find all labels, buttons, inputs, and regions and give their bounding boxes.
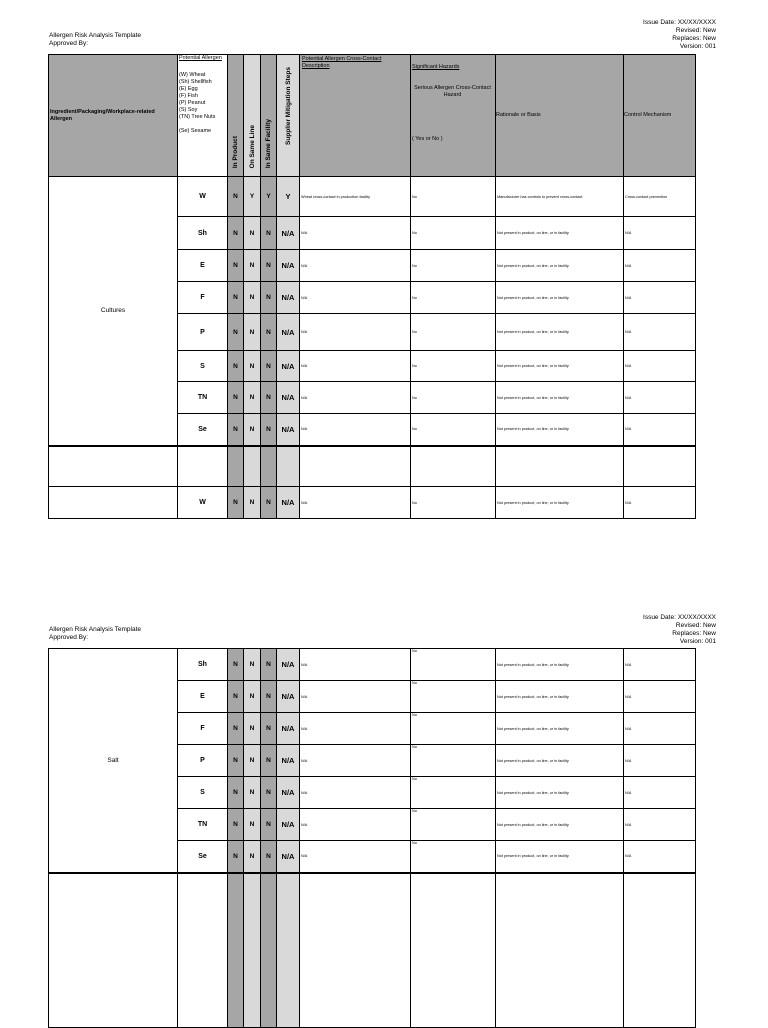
same-facility-value: N — [261, 809, 277, 841]
same-line-value: N — [244, 745, 261, 777]
allergen-code: S — [178, 351, 228, 382]
same-line-value: N — [244, 217, 261, 250]
in-product-value: N — [228, 713, 244, 745]
cross-contact-description: N/A — [300, 414, 411, 446]
cross-contact-description: N/A — [300, 809, 411, 841]
in-product-value: N — [228, 681, 244, 713]
page2-revision-block — [643, 614, 716, 646]
potential-allergen-title: Potential Allergen — [179, 55, 222, 61]
same-line-value: N — [244, 250, 261, 282]
page1-version: Version: 001 — [679, 43, 716, 50]
mitigation-value: N/A — [277, 487, 300, 519]
same-facility-value: N — [261, 745, 277, 777]
allergen-code: E — [178, 250, 228, 282]
cross-contact-description: Wheat cross-contact in production facility — [300, 177, 411, 217]
same-line-value: N — [244, 809, 261, 841]
page1-revised: Revised: New — [675, 27, 716, 34]
control-value: N/A — [624, 414, 696, 446]
header-ingredient: Ingredient/Packaging/Workplace-related Allergen — [49, 55, 178, 177]
in-product-value: N — [228, 177, 244, 217]
in-product-value: N — [228, 282, 244, 314]
page2-replaces: Replaces: New — [672, 630, 716, 637]
allergen-legend-sesame: (Se) Sesame — [179, 128, 212, 134]
rationale-value: Not present in product, on line, or in facility — [496, 713, 624, 745]
mitigation-value: N/A — [277, 809, 300, 841]
cross-contact-description: N/A — [300, 841, 411, 873]
mitigation-value: N/A — [277, 745, 300, 777]
same-facility-value: N — [261, 777, 277, 809]
mitigation-value: N/A — [277, 282, 300, 314]
header-supplier-mitigation: Supplier Mitigation Steps — [277, 55, 300, 177]
mitigation-value: N/A — [277, 414, 300, 446]
allergen-legend-item: (Sh) Shellfish — [179, 79, 212, 85]
same-facility-value: N — [261, 649, 277, 681]
table-row — [49, 487, 696, 519]
in-product-value: N — [228, 250, 244, 282]
allergen-code: S — [178, 777, 228, 809]
mitigation-value: N/A — [277, 649, 300, 681]
allergen-table-page1 — [48, 54, 696, 519]
hazard-value: No — [411, 382, 496, 414]
hazard-value: No — [411, 487, 496, 519]
hazard-value: No — [411, 809, 496, 841]
hazard-value: No — [411, 314, 496, 351]
page2-version: Version: 001 — [679, 638, 716, 645]
table-header-row — [49, 55, 696, 177]
control-value: Cross-contact prevention — [624, 177, 696, 217]
in-product-value: N — [228, 745, 244, 777]
control-value: N/A — [624, 745, 696, 777]
hazard-value: No — [411, 713, 496, 745]
header-on-same-line: On Same Line — [244, 55, 261, 177]
same-line-value: N — [244, 382, 261, 414]
mitigation-value: N/A — [277, 713, 300, 745]
cross-contact-description: N/A — [300, 250, 411, 282]
same-facility-value: N — [261, 282, 277, 314]
allergen-legend-item: (TN) Tree Nuts — [179, 114, 216, 120]
hazard-value: No — [411, 681, 496, 713]
ingredient-name: Salt — [49, 649, 178, 873]
in-product-value: N — [228, 351, 244, 382]
same-facility-value: N — [261, 487, 277, 519]
control-value: N/A — [624, 681, 696, 713]
control-value: N/A — [624, 649, 696, 681]
mitigation-value: N/A — [277, 841, 300, 873]
in-product-value: N — [228, 414, 244, 446]
mitigation-value: N/A — [277, 250, 300, 282]
allergen-code: P — [178, 745, 228, 777]
in-product-value: N — [228, 314, 244, 351]
allergen-code: Sh — [178, 217, 228, 250]
hazard-value: No — [411, 177, 496, 217]
control-value: N/A — [624, 382, 696, 414]
same-line-value: N — [244, 777, 261, 809]
rationale-value: Not present in product, on line, or in facility — [496, 382, 624, 414]
mitigation-value: N/A — [277, 382, 300, 414]
allergen-code: F — [178, 713, 228, 745]
rationale-value: Not present in product, on line, or in facility — [496, 314, 624, 351]
cross-contact-description: N/A — [300, 382, 411, 414]
cross-contact-description: N/A — [300, 713, 411, 745]
page2-title-block — [49, 626, 141, 642]
mitigation-value: Y — [277, 177, 300, 217]
cross-contact-description: N/A — [300, 351, 411, 382]
header-potential-allergen — [178, 55, 228, 177]
same-line-value: N — [244, 649, 261, 681]
rationale-value: Not present in product, on line, or in facility — [496, 777, 624, 809]
in-product-value: N — [228, 841, 244, 873]
same-facility-value: N — [261, 414, 277, 446]
same-facility-value: N — [261, 681, 277, 713]
ingredient-name-empty — [49, 487, 178, 519]
same-facility-value: N — [261, 841, 277, 873]
cross-contact-description: N/A — [300, 681, 411, 713]
allergen-code: W — [178, 487, 228, 519]
salt-section — [49, 649, 696, 873]
in-product-value: N — [228, 809, 244, 841]
table-row — [49, 649, 696, 681]
control-value: N/A — [624, 250, 696, 282]
allergen-legend-item: (P) Peanut — [179, 100, 206, 106]
same-line-value: N — [244, 282, 261, 314]
rationale-value: Not present in product, on line, or in facility — [496, 809, 624, 841]
in-product-value: N — [228, 217, 244, 250]
salt-wheat-row-section — [49, 487, 696, 519]
cultures-section — [49, 177, 696, 446]
allergen-code: F — [178, 282, 228, 314]
in-product-value: N — [228, 382, 244, 414]
hazard-value: No — [411, 250, 496, 282]
rationale-value: Manufacturer has controls to prevent cross-contact — [496, 177, 624, 217]
mitigation-value: N/A — [277, 777, 300, 809]
table-row — [49, 177, 696, 217]
rationale-value: Not present in product, on line, or in facility — [496, 681, 624, 713]
in-product-value: N — [228, 777, 244, 809]
page1-revision-block — [643, 19, 716, 51]
rationale-value: Not present in product, on line, or in facility — [496, 649, 624, 681]
mitigation-value: N/A — [277, 314, 300, 351]
allergen-code: Sh — [178, 649, 228, 681]
allergen-table-page2 — [48, 648, 696, 1028]
rationale-value: Not present in product, on line, or in facility — [496, 250, 624, 282]
control-value: N/A — [624, 282, 696, 314]
page2-title: Allergen Risk Analysis Template — [49, 626, 142, 633]
rationale-value: Not present in product, on line, or in facility — [496, 745, 624, 777]
same-line-value: N — [244, 314, 261, 351]
control-value: N/A — [624, 809, 696, 841]
rationale-value: Not present in product, on line, or in facility — [496, 282, 624, 314]
header-control-mechanism: Control Mechanism — [624, 55, 696, 177]
allergen-code: TN — [178, 382, 228, 414]
header-cross-contact-description: Potential Allergen Cross-Contact Description — [300, 55, 411, 177]
cross-contact-description: N/A — [300, 649, 411, 681]
same-line-value: N — [244, 841, 261, 873]
hazard-value: No — [411, 649, 496, 681]
same-facility-value: N — [261, 250, 277, 282]
allergen-code: W — [178, 177, 228, 217]
cross-contact-description: N/A — [300, 314, 411, 351]
mitigation-value: N/A — [277, 217, 300, 250]
rationale-value: Not present in product, on line, or in facility — [496, 414, 624, 446]
cross-contact-description: N/A — [300, 487, 411, 519]
cross-contact-description: N/A — [300, 282, 411, 314]
same-line-value: N — [244, 713, 261, 745]
allergen-legend-item: (E) Egg — [179, 86, 198, 92]
hazard-value: No — [411, 217, 496, 250]
blank-row — [49, 446, 696, 487]
control-value: N/A — [624, 351, 696, 382]
in-product-value: N — [228, 649, 244, 681]
hazard-value: No — [411, 414, 496, 446]
cross-contact-description: N/A — [300, 745, 411, 777]
allergen-legend-item: (W) Wheat — [179, 72, 206, 78]
same-line-value: N — [244, 681, 261, 713]
page1-title-block — [49, 32, 141, 48]
allergen-code: TN — [178, 809, 228, 841]
allergen-code: E — [178, 681, 228, 713]
cross-contact-description: N/A — [300, 217, 411, 250]
mitigation-value: N/A — [277, 351, 300, 382]
header-in-product: In Product — [228, 55, 244, 177]
header-significant-hazards: Significant Hazards Serious Allergen Cross-Contact Hazard ( Yes or No ) — [411, 55, 496, 177]
allergen-legend — [179, 70, 227, 121]
page1-title: Allergen Risk Analysis Template — [49, 32, 142, 39]
same-facility-value: N — [261, 314, 277, 351]
control-value: N/A — [624, 487, 696, 519]
same-facility-value: N — [261, 713, 277, 745]
header-rationale: Rationale or Basis — [496, 55, 624, 177]
cross-contact-description: N/A — [300, 777, 411, 809]
page1-approved-by: Approved By: — [49, 40, 89, 47]
same-facility-value: N — [261, 217, 277, 250]
same-line-value: N — [244, 487, 261, 519]
page1-replaces: Replaces: New — [672, 35, 716, 42]
same-facility-value: N — [261, 382, 277, 414]
allergen-code: Se — [178, 841, 228, 873]
page2-revised: Revised: New — [675, 622, 716, 629]
allergen-code: P — [178, 314, 228, 351]
hazard-value: No — [411, 745, 496, 777]
header-in-same-facility: In Same Facility — [261, 55, 277, 177]
hazard-value: No — [411, 841, 496, 873]
control-value: N/A — [624, 314, 696, 351]
control-value: N/A — [624, 217, 696, 250]
rationale-value: Not present in product, on line, or in facility — [496, 487, 624, 519]
allergen-legend-item: (F) Fish — [179, 93, 198, 99]
in-product-value: N — [228, 487, 244, 519]
hazard-value: No — [411, 351, 496, 382]
rationale-value: Not present in product, on line, or in facility — [496, 351, 624, 382]
control-value: N/A — [624, 841, 696, 873]
hazard-value: No — [411, 777, 496, 809]
same-facility-value: Y — [261, 177, 277, 217]
rationale-value: Not present in product, on line, or in facility — [496, 217, 624, 250]
ingredient-name: Cultures — [49, 177, 178, 446]
same-line-value: N — [244, 351, 261, 382]
page2-issue-date: Issue Date: XX/XX/XXXX — [643, 614, 716, 621]
same-line-value: N — [244, 414, 261, 446]
control-value: N/A — [624, 777, 696, 809]
page2-approved-by: Approved By: — [49, 634, 89, 641]
rationale-value: Not present in product, on line, or in facility — [496, 841, 624, 873]
allergen-legend-item: (S) Soy — [179, 107, 198, 113]
hazard-value: No — [411, 282, 496, 314]
same-line-value: Y — [244, 177, 261, 217]
page1-issue-date: Issue Date: XX/XX/XXXX — [643, 19, 716, 26]
allergen-code: Se — [178, 414, 228, 446]
same-facility-value: N — [261, 351, 277, 382]
blank-row-page2 — [49, 873, 696, 1028]
control-value: N/A — [624, 713, 696, 745]
mitigation-value: N/A — [277, 681, 300, 713]
